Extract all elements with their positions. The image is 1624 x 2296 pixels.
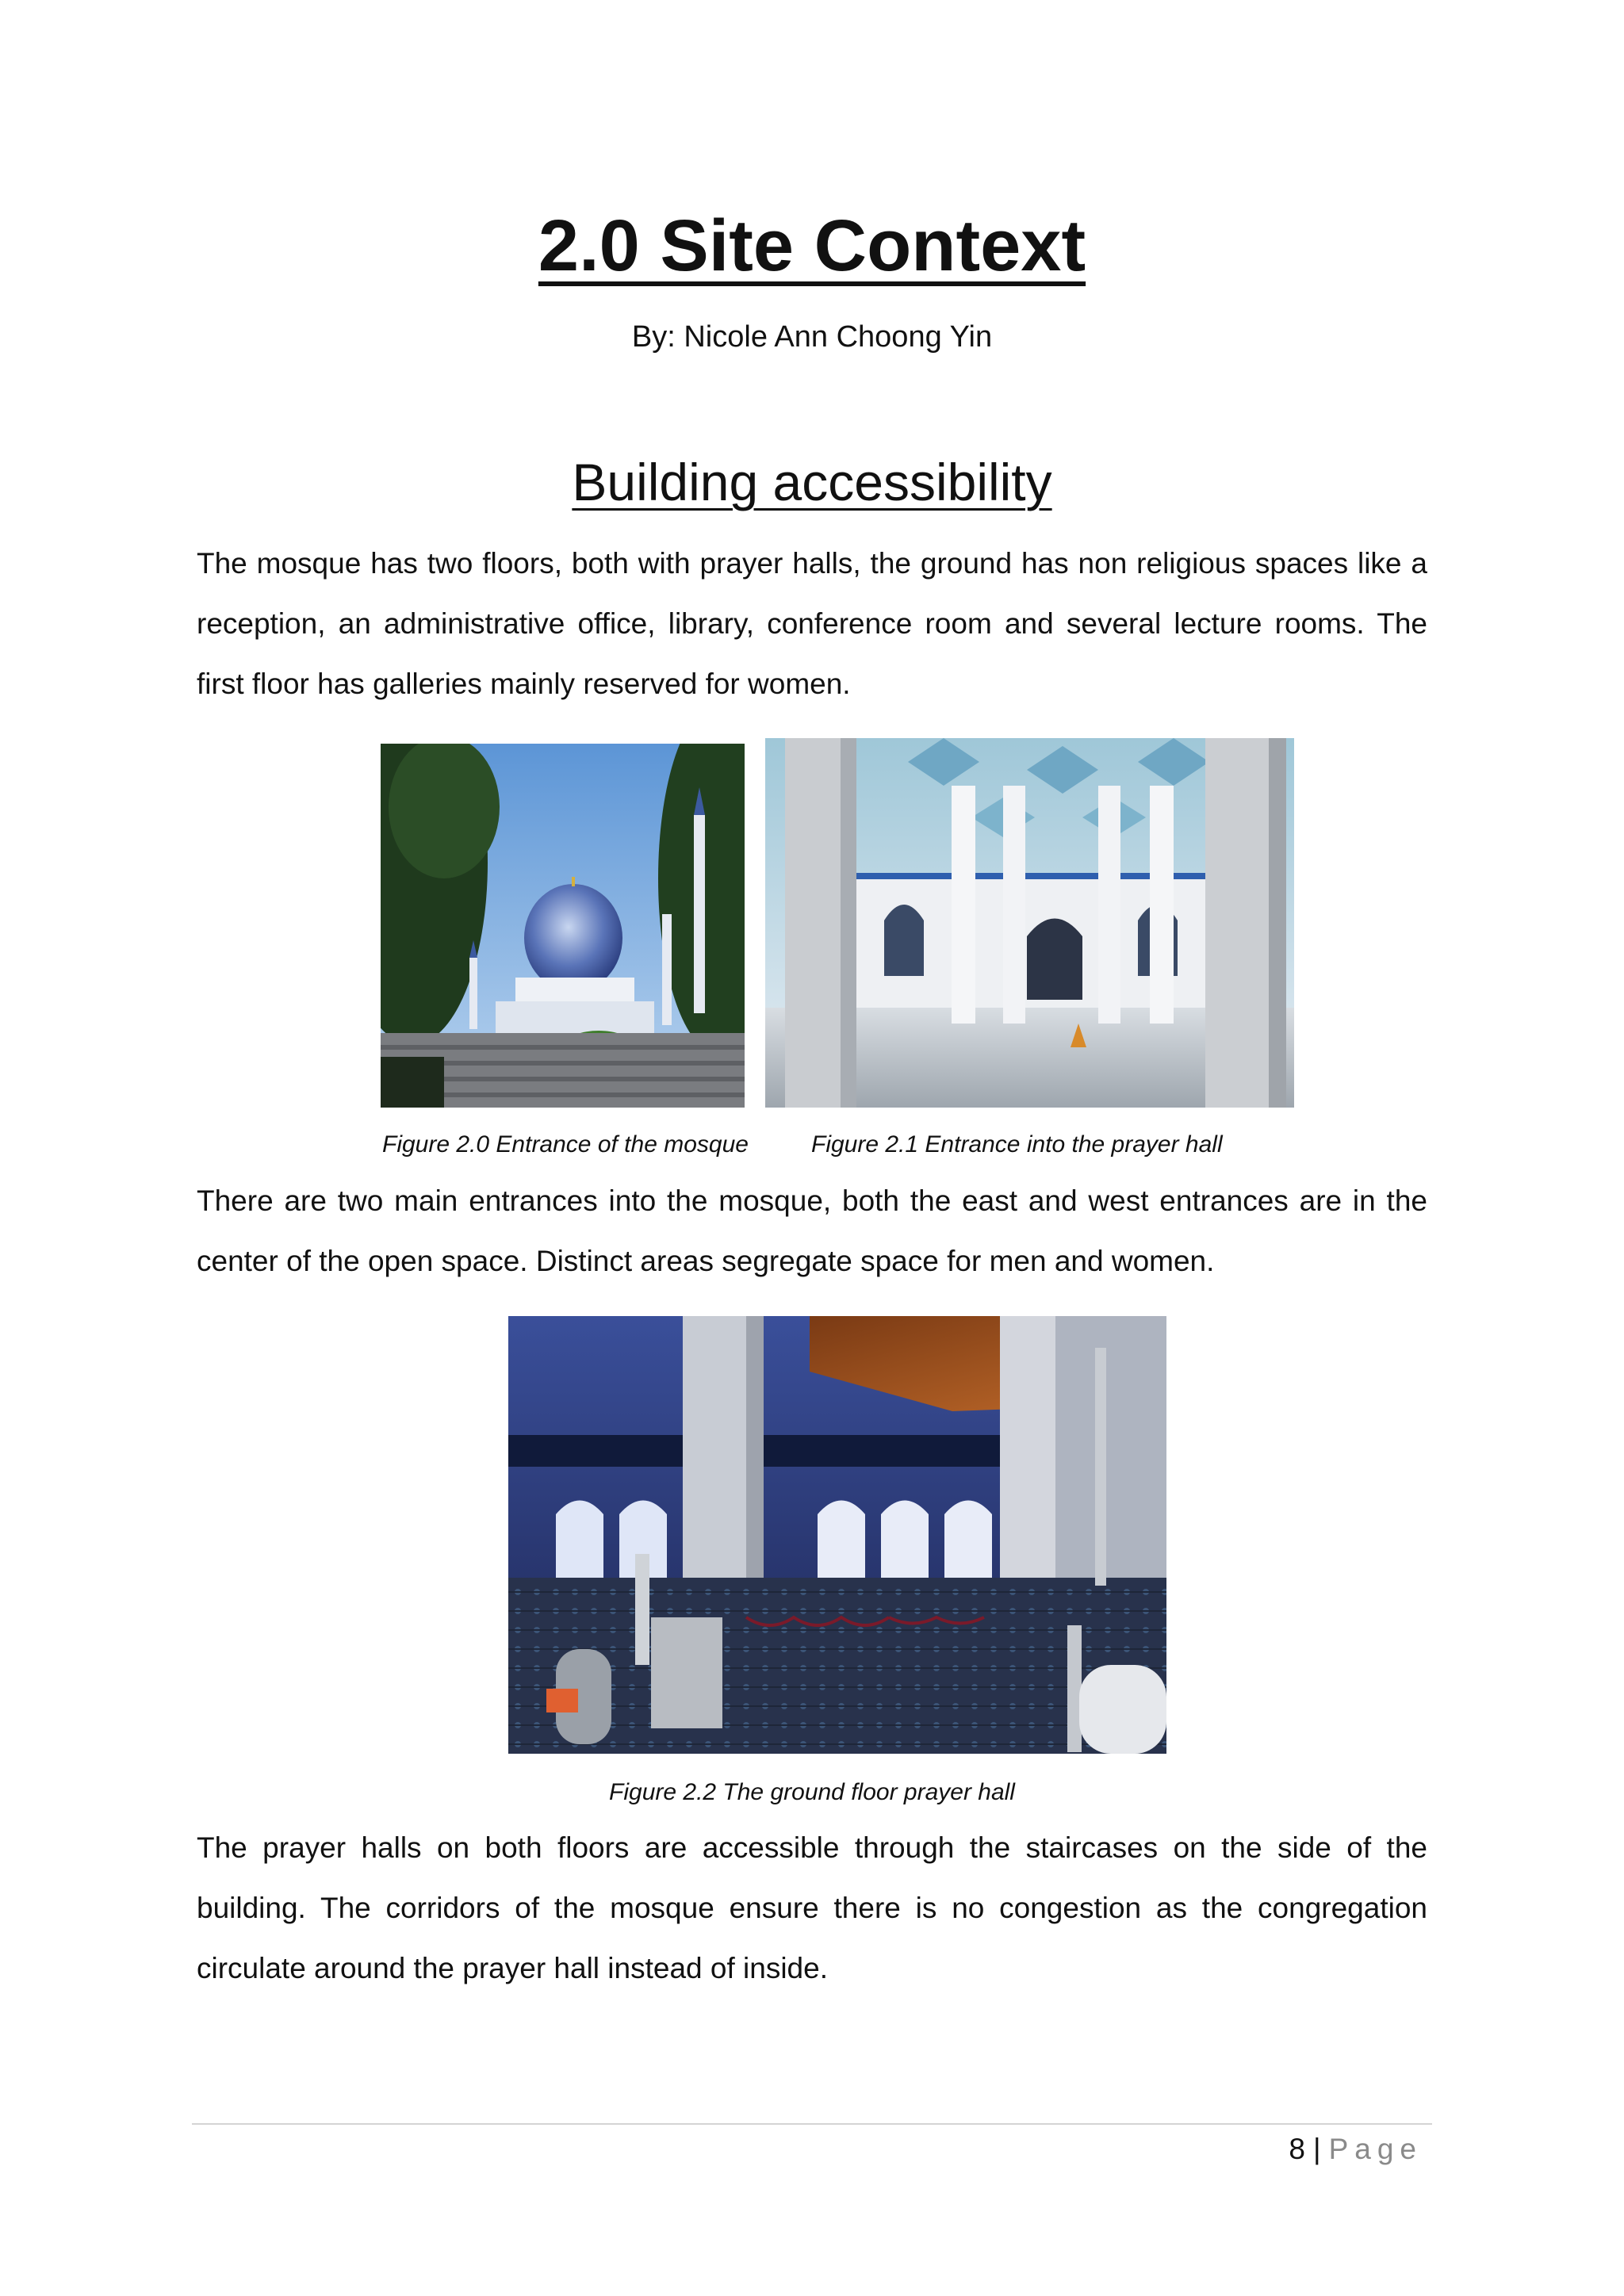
figure-2-2-caption: Figure 2.2 The ground floor prayer hall [609,1779,1015,1805]
page-number: 8 [1289,2133,1305,2165]
paragraph-entrances: There are two main entrances into the mosque, both the east and west entrances are in the center of the open space. Distinct areas segregate space for men and women. [197,1184,1427,1277]
paragraph-floors: The mosque has two floors, both with prayer halls, the ground has non religious spaces like a reception, an administrative office, library, conference room and several lecture rooms. The first floor has galleries mainly reserved for women. [197,547,1427,700]
page-title [0,202,1624,289]
section-heading [0,448,1624,516]
mosque-entrance-photo [381,744,745,1108]
figure-2-0-caption: Figure 2.0 Entrance of the mosque [382,1131,749,1158]
ground-floor-prayer-hall-image [508,1316,1166,1754]
paragraph-circulation: The prayer halls on both floors are accessible through the staircases on the side of the building. The corridors of the mosque ensure there is no congestion as the congregation circulate around the prayer hall instead of inside. [197,1831,1427,1984]
mosque-entrance-image [381,744,745,1108]
ground-floor-prayer-hall-photo [508,1316,1166,1754]
section-heading-text: Building accessibility [572,453,1052,511]
page-footer [1289,2130,1423,2169]
prayer-hall-entrance-photo [765,738,1294,1108]
page-label: Page [1328,2133,1423,2165]
page-title-text: 2.0 Site Context [538,205,1086,286]
author-byline: By: Nicole Ann Choong Yin [631,320,993,354]
footer-divider [192,2123,1432,2125]
page-separator: | [1312,2133,1321,2165]
prayer-hall-entrance-image [765,738,1294,1108]
figure-2-1-caption: Figure 2.1 Entrance into the prayer hall [811,1131,1223,1158]
